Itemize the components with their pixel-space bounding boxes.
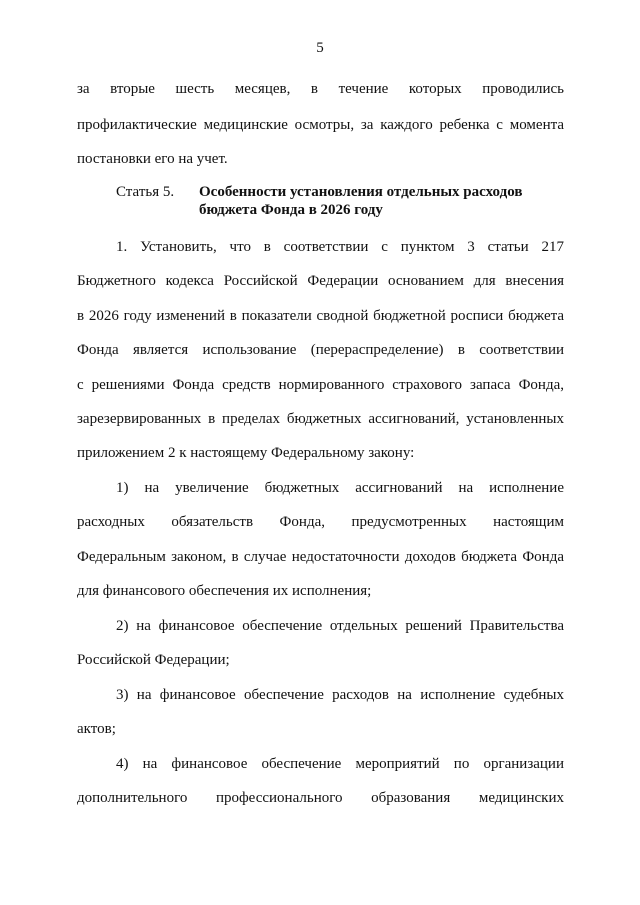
article-title-line-1: Особенности установления отдельных расходов [199, 184, 523, 200]
text-line: в 2026 году изменений в показатели сводной бюджетной росписи бюджета [77, 308, 564, 324]
text-line: профилактические медицинские осмотры, за каждого ребенка с момента [77, 117, 564, 133]
text-line: Федеральным законом, в случае недостаточности доходов бюджета Фонда [77, 549, 564, 565]
text-line: 1) на увеличение бюджетных ассигнований на исполнение [116, 480, 564, 496]
text-line: 4) на финансовое обеспечение мероприятий по организации [116, 756, 564, 772]
text-line: Бюджетного кодекса Российской Федерации основанием для внесения [77, 273, 564, 289]
text-line: 1. Установить, что в соответствии с пунктом 3 статьи 217 [116, 239, 564, 255]
page-number: 5 [316, 40, 324, 56]
article-title-line-2: бюджета Фонда в 2026 году [199, 202, 383, 218]
text-line: за вторые шесть месяцев, в течение которых проводились [77, 81, 564, 97]
text-line: 3) на финансовое обеспечение расходов на исполнение судебных [116, 687, 564, 703]
text-line: расходных обязательств Фонда, предусмотренных настоящим [77, 514, 564, 530]
text-line: Фонда является использование (перераспределение) в соответствии [77, 342, 564, 358]
text-line: постановки его на учет. [77, 151, 228, 167]
text-line: 2) на финансовое обеспечение отдельных решений Правительства [116, 618, 564, 634]
text-line: Российской Федерации; [77, 652, 230, 668]
text-line: дополнительного профессионального образования медицинских [77, 790, 564, 806]
text-line: с решениями Фонда средств нормированного страхового запаса Фонда, [77, 377, 564, 393]
text-line: для финансового обеспечения их исполнения; [77, 583, 372, 599]
article-label: Статья 5. [116, 184, 175, 200]
text-line: актов; [77, 721, 116, 737]
text-line: приложением 2 к настоящему Федеральному закону: [77, 445, 415, 461]
text-line: зарезервированных в пределах бюджетных ассигнований, установленных [77, 411, 564, 427]
